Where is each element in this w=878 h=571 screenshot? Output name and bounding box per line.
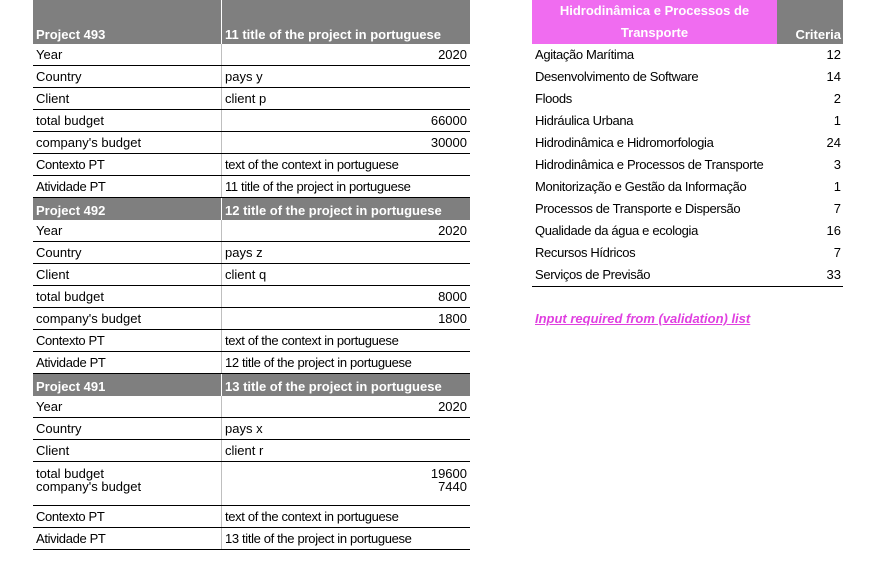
table-row[interactable]: [33, 308, 470, 330]
criteria-row[interactable]: [532, 110, 843, 132]
row-key[interactable]: Contexto PT: [33, 506, 222, 527]
row-key[interactable]: company's budget: [33, 479, 222, 505]
row-key[interactable]: Contexto PT: [33, 330, 222, 351]
criteria-name[interactable]: Desenvolvimento de Software: [535, 69, 699, 84]
table-row[interactable]: [33, 352, 470, 374]
project-label[interactable]: Project 491: [33, 374, 222, 396]
project-title[interactable]: 13 title of the project in portuguese: [225, 379, 442, 394]
criteria-table: [532, 0, 843, 287]
criteria-row[interactable]: [532, 242, 843, 264]
row-value[interactable]: 11 title of the project in portuguese: [225, 179, 411, 194]
criteria-name[interactable]: Hidráulica Urbana: [535, 113, 634, 128]
row-value[interactable]: 8000: [438, 289, 467, 304]
row-value[interactable]: client p: [225, 91, 267, 106]
row-key[interactable]: Client: [33, 88, 222, 109]
table-row[interactable]: [33, 132, 470, 154]
criteria-name[interactable]: Agitação Marítima: [535, 47, 634, 62]
row-value[interactable]: 2020: [438, 47, 467, 62]
row-value[interactable]: 13 title of the project in portuguese: [225, 531, 412, 546]
project-header[interactable]: [33, 198, 470, 220]
table-row[interactable]: [33, 462, 470, 479]
table-row[interactable]: [33, 418, 470, 440]
row-value[interactable]: pays z: [225, 245, 263, 260]
criteria-count[interactable]: 7: [833, 201, 841, 216]
row-value[interactable]: text of the context in portuguese: [225, 509, 399, 524]
criteria-count[interactable]: 7: [833, 245, 841, 260]
row-value[interactable]: 66000: [430, 113, 467, 128]
criteria-row[interactable]: [532, 220, 843, 242]
row-key[interactable]: Year: [33, 396, 222, 417]
projects-table: [33, 0, 470, 550]
row-key[interactable]: Atividade PT: [33, 352, 222, 373]
row-key[interactable]: Year: [33, 220, 222, 241]
project-title[interactable]: 12 title of the project in portuguese: [225, 203, 442, 218]
row-value[interactable]: text of the context in portuguese: [225, 333, 399, 348]
criteria-name[interactable]: Processos de Transporte e Dispersão: [535, 201, 741, 216]
row-value[interactable]: text of the context in portuguese: [225, 157, 399, 172]
row-key[interactable]: Country: [33, 242, 222, 263]
row-key[interactable]: Country: [33, 418, 222, 439]
criteria-row[interactable]: [532, 198, 843, 220]
row-key[interactable]: Contexto PT: [33, 154, 222, 175]
row-value[interactable]: 2020: [438, 399, 467, 414]
row-value[interactable]: 12 title of the project in portuguese: [225, 355, 412, 370]
criteria-name[interactable]: Monitorização e Gestão da Informação: [535, 179, 747, 194]
project-label[interactable]: Project 493: [33, 0, 222, 44]
table-row[interactable]: [33, 154, 470, 176]
validation-note-link[interactable]: Input required from (validation) list: [535, 311, 751, 326]
criteria-count[interactable]: 2: [833, 91, 841, 106]
row-value[interactable]: 1800: [438, 311, 467, 326]
criteria-name[interactable]: Hidrodinâmica e Hidromorfologia: [535, 135, 714, 150]
table-row[interactable]: [33, 44, 470, 66]
criteria-count[interactable]: 1: [833, 113, 841, 128]
table-row[interactable]: [33, 176, 470, 198]
criteria-row[interactable]: [532, 88, 843, 110]
table-row[interactable]: [33, 88, 470, 110]
criteria-header-value[interactable]: Criteria: [777, 0, 843, 44]
criteria-row[interactable]: [532, 66, 843, 88]
criteria-header-category[interactable]: Hidrodinâmica e Processos de Transporte: [532, 0, 777, 44]
criteria-row[interactable]: [532, 264, 843, 287]
row-key[interactable]: company's budget: [33, 132, 222, 153]
table-row[interactable]: [33, 440, 470, 462]
row-key[interactable]: Atividade PT: [33, 528, 222, 549]
criteria-count[interactable]: 33: [826, 267, 841, 282]
project-header[interactable]: [33, 374, 470, 396]
row-value[interactable]: pays x: [225, 421, 263, 436]
project-label[interactable]: Project 492: [33, 198, 222, 220]
row-key[interactable]: Client: [33, 264, 222, 285]
table-row[interactable]: [33, 396, 470, 418]
criteria-count[interactable]: 16: [826, 223, 841, 238]
criteria-row[interactable]: [532, 176, 843, 198]
table-row[interactable]: [33, 330, 470, 352]
criteria-name[interactable]: Qualidade da água e ecologia: [535, 223, 698, 238]
project-header[interactable]: [33, 0, 470, 44]
criteria-row[interactable]: [532, 154, 843, 176]
row-value[interactable]: 7440: [438, 479, 467, 494]
criteria-count[interactable]: 1: [833, 179, 841, 194]
table-row[interactable]: [33, 506, 470, 528]
criteria-name[interactable]: Serviços de Previsão: [535, 267, 651, 282]
row-value[interactable]: client q: [225, 267, 267, 282]
table-row[interactable]: [33, 66, 470, 88]
table-row[interactable]: [33, 110, 470, 132]
criteria-name[interactable]: Hidrodinâmica e Processos de Transporte: [535, 157, 764, 172]
criteria-name[interactable]: Recursos Hídricos: [535, 245, 636, 260]
row-value[interactable]: client r: [225, 443, 264, 458]
criteria-count[interactable]: 12: [826, 47, 841, 62]
row-key[interactable]: Country: [33, 66, 222, 87]
row-value[interactable]: 30000: [430, 135, 467, 150]
table-row[interactable]: [33, 220, 470, 242]
criteria-name[interactable]: Floods: [535, 91, 572, 106]
criteria-count[interactable]: 14: [826, 69, 841, 84]
criteria-header[interactable]: [532, 0, 843, 44]
row-key[interactable]: total budget: [33, 286, 222, 307]
table-row[interactable]: [33, 242, 470, 264]
row-value[interactable]: pays y: [225, 69, 263, 84]
row-value[interactable]: 2020: [438, 223, 467, 238]
row-key[interactable]: Client: [33, 440, 222, 461]
project-title[interactable]: 11 title of the project in portuguese: [225, 27, 441, 42]
criteria-row[interactable]: [532, 44, 843, 66]
table-row[interactable]: [33, 264, 470, 286]
row-key[interactable]: company's budget: [33, 308, 222, 329]
row-key[interactable]: Atividade PT: [33, 176, 222, 197]
row-key[interactable]: Year: [33, 44, 222, 65]
table-row[interactable]: [33, 479, 470, 506]
criteria-row[interactable]: [532, 132, 843, 154]
criteria-count[interactable]: 3: [833, 157, 841, 172]
row-key[interactable]: total budget: [33, 462, 222, 479]
row-value[interactable]: 19600: [430, 466, 467, 481]
table-row[interactable]: [33, 528, 470, 550]
criteria-count[interactable]: 24: [826, 135, 841, 150]
table-row[interactable]: [33, 286, 470, 308]
row-key[interactable]: total budget: [33, 110, 222, 131]
